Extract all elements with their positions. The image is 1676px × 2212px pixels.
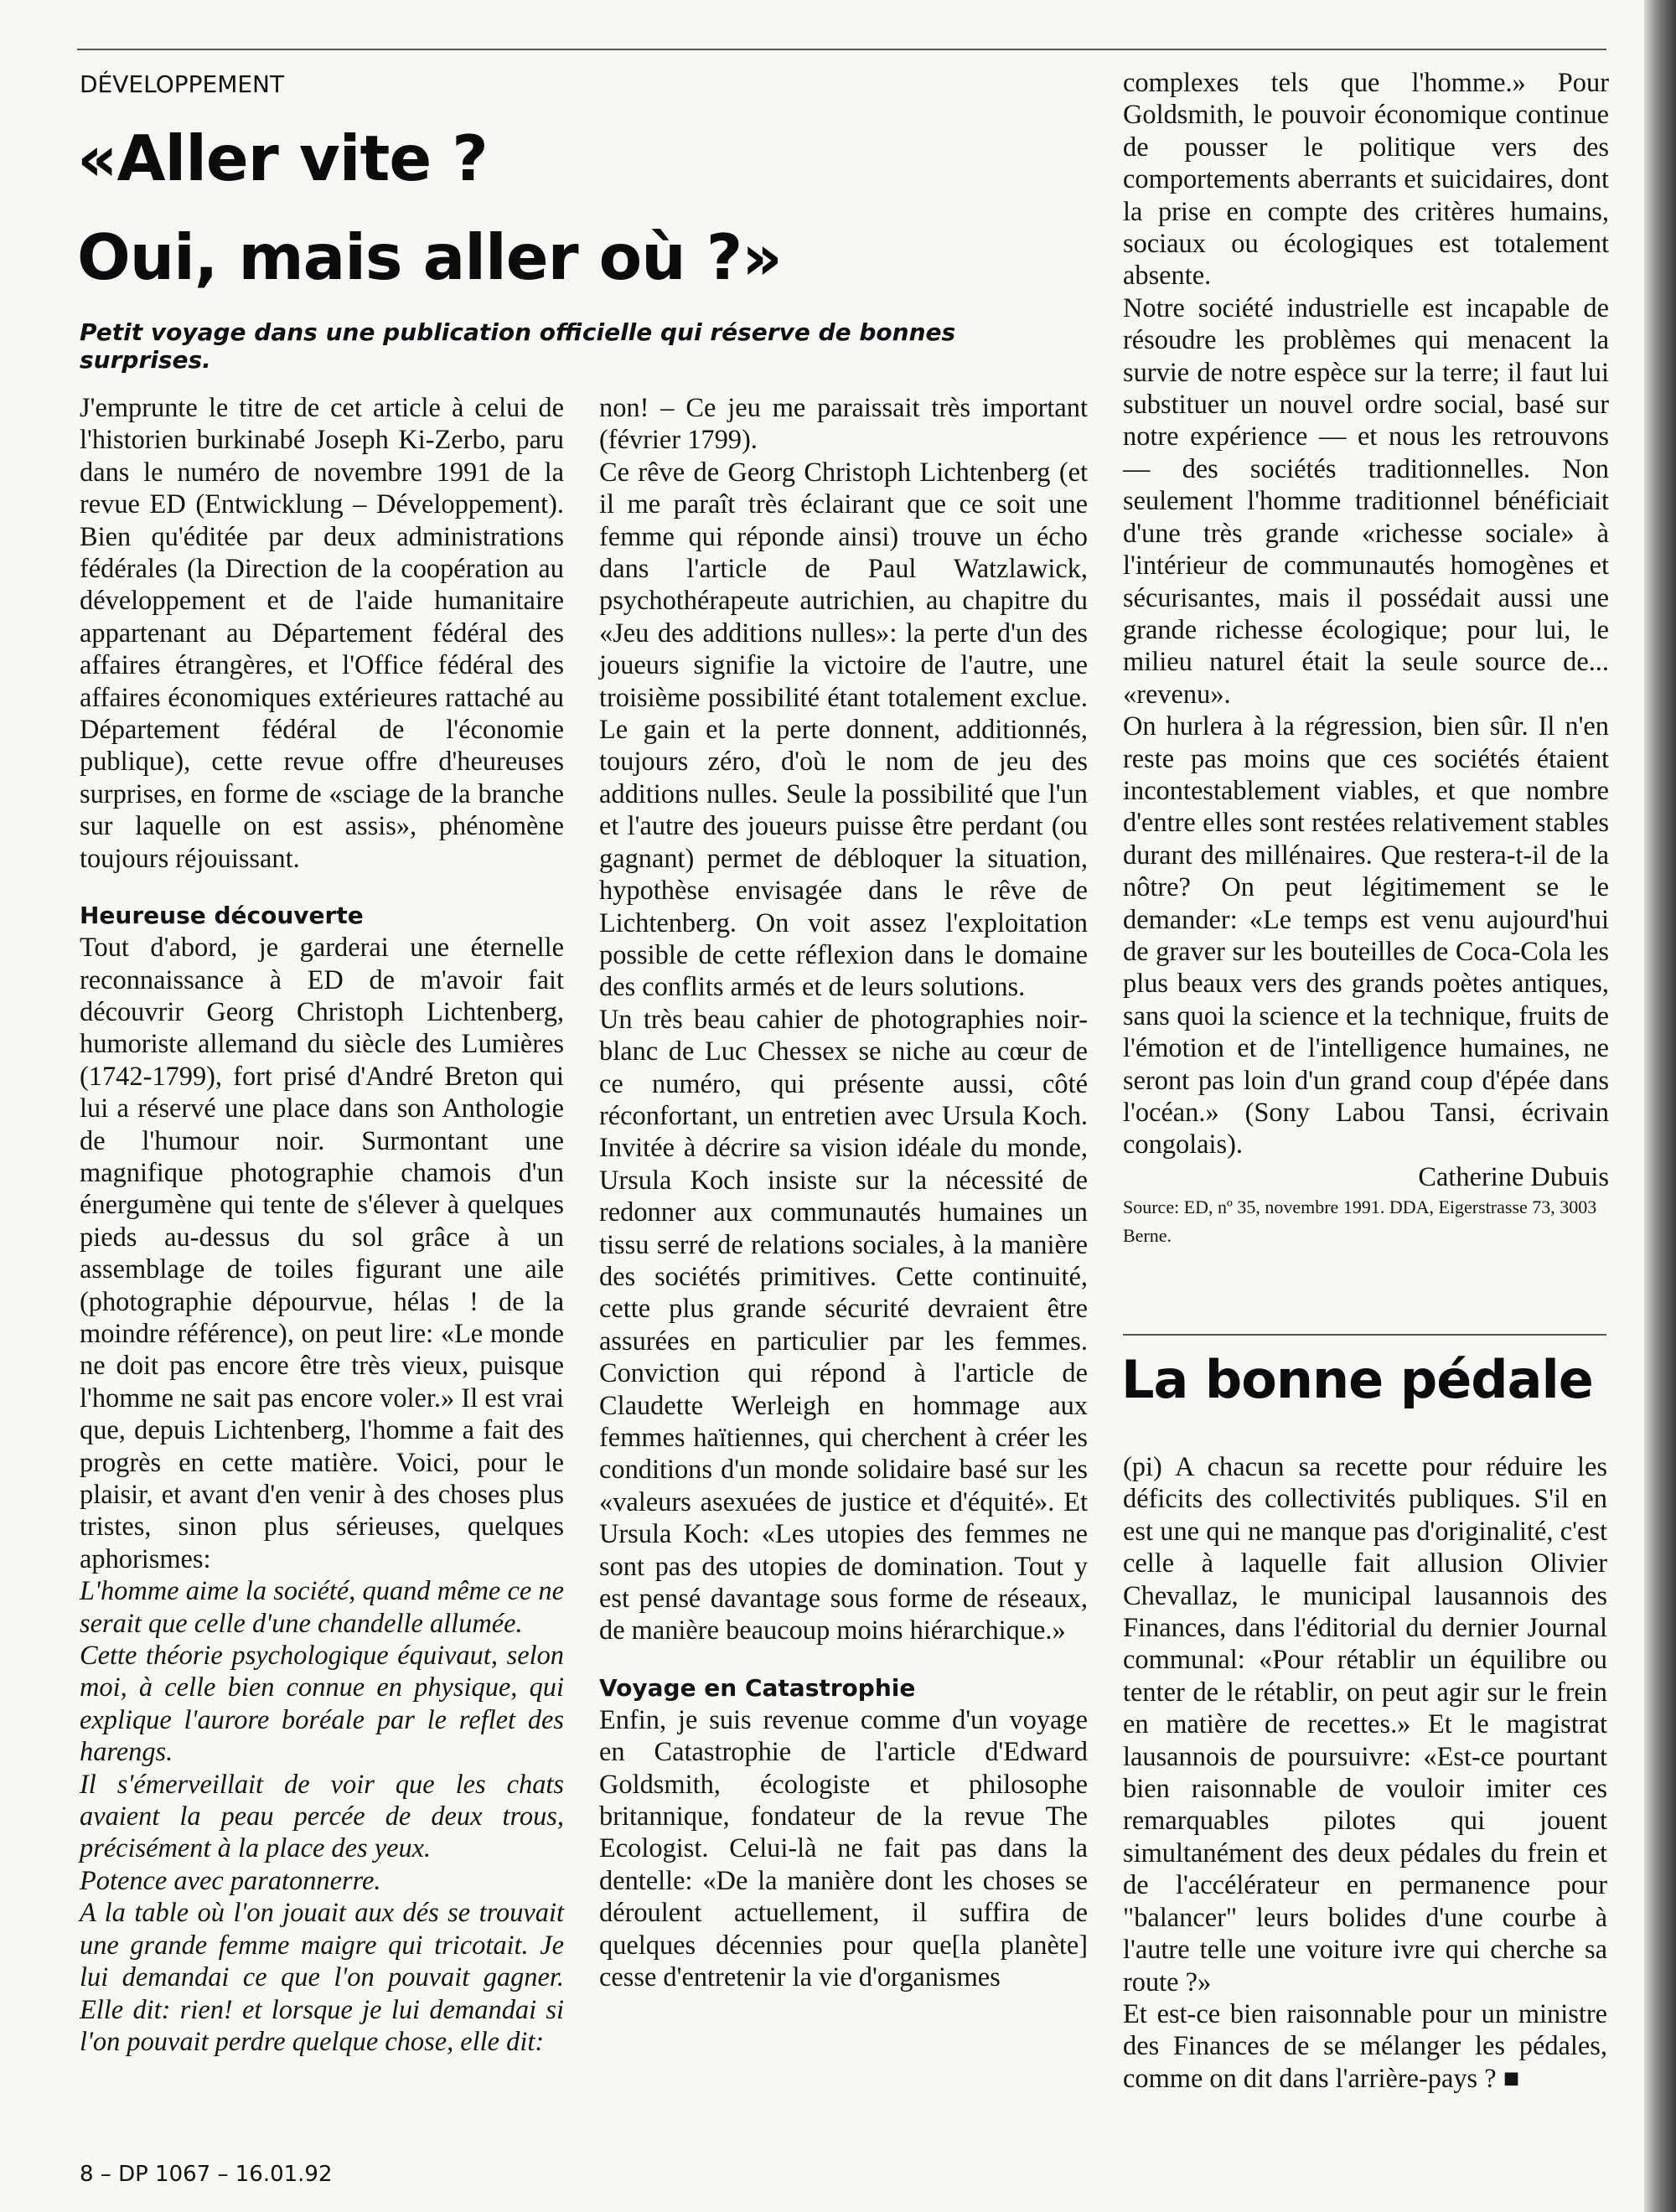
paragraph: On hurlera à la régression, bien sûr. Il n'en reste pas moins que ces sociétés étaient incontestablement viables, et que nombre d'entre elles sont restées relativement stables durant des millénaires. Que restera-t-il de la nôtre? On peut légitimement se le demander: «Le temps est venu aujourd'hui de graver sur les bouteilles de Coca-Cola les plus beaux vers des grands poètes antiques, sans quoi la science et la technique, fruits de l'émotion et de l'intelligence humaines, ne seront pas loin d'un grand coup d'épée dans l'océan.» (Sony Labou Tansi, écrivain congolais). xyxy=(1123,711,1609,1160)
section-rubric: DÉVELOPPEMENT xyxy=(80,70,285,98)
aphorism: A la table où l'on jouait aux dés se trouvait une grande femme maigre qui tricotait. Je lui demandai ce que l'on pouvait gagner. Elle dit: rien! et lorsque je lui demandai si l'on pouvait perdre quelque chose, elle dit: xyxy=(80,1898,564,2057)
aphorism: Cette théorie psychologique équivaut, selon moi, à celle bien connue en physique, qui explique l'aurore boréale par le reflet des harengs. xyxy=(80,1641,564,1768)
paragraph: Enfin, je suis revenue comme d'un voyage en Catastrophie de l'article d'Edward Goldsmith, écologiste et philosophe britannique, fondateur de la revue The Ecologist. Celui-là ne fait pas dans la dentelle: «De la manière dont les choses se déroulent actuellement, il suffira de quelques décennies pour que[la planète] cesse d'entretenir la vie d'organismes xyxy=(599,1704,1088,1993)
subheading-heureuse-decouverte: Heureuse découverte xyxy=(80,902,364,930)
headline-line-1: «Aller vite ? xyxy=(77,121,488,195)
aphorism: Il s'émerveillait de voir que les chats avaient la peau percée de deux trous, précisément à la place des yeux. xyxy=(80,1769,564,1864)
aphorism: Potence avec paratonnerre. xyxy=(80,1865,381,1896)
author-signature: Catherine Dubuis xyxy=(1418,1161,1609,1192)
article-separator-rule xyxy=(1123,1334,1606,1336)
paragraph: Tout d'abord, je garderai une éternelle reconnaissance à ED de m'avoir fait découvrir Georg Christoph Lichtenberg, humoriste allemand du siècle des Lumières (1742-1799), fort prisé d'André Breton qui lui a réservé une place dans son Anthologie de l'humour noir. Surmontant une magnifique photographie chamois d'un énergumène qui tente de s'élever à quelques pieds au-dessus du sol grâce à un assemblage de toiles figurant une aile (photographie dépourvue, hélas ! de la moindre référence), on peut lire: «Le monde ne doit pas encore être très vieux, puisque l'homme ne sait pas encore voler.» Il est vrai que, depuis Lichtenberg, l'homme a fait des progrès en cette matière. Voici, pour le plaisir, et avant d'en venir à des choses plus tristes, sinon plus sérieuses, quelques aphorismes: xyxy=(80,933,564,1574)
top-rule xyxy=(77,49,1606,50)
column-2 xyxy=(599,392,1088,1994)
column-3 xyxy=(1123,67,1609,1250)
paragraph: complexes tels que l'homme.» Pour Goldsmith, le pouvoir économique continue de pousser le politique vers des comportements aberrants et suicidaires, dont la prise en compte des critères humains, sociaux ou écologiques est totalement absente. xyxy=(1123,68,1609,292)
page-folio: 8 – DP 1067 – 16.01.92 xyxy=(80,2162,333,2187)
article-headline xyxy=(77,109,1083,307)
article2-body xyxy=(1123,1451,1607,2095)
paragraph: J'emprunte le titre de cet article à celui de l'historien burkinabé Joseph Ki-Zerbo, paru dans le numéro de novembre 1991 de la revue ED (Entwicklung – Développement). Bien qu'éditée par deux administrations fédérales (la Direction de la coopération au développement et de l'aide humanitaire appartenant au Département fédéral des affaires étrangères, et l'Office fédéral des affaires économiques extérieures rattaché au Département fédéral de l'économie publique), cette revue offre d'heureuses surprises, en forme de «sciage de la branche sur laquelle on est assis», phénomène toujours réjouissant. xyxy=(80,393,564,874)
paragraph: Un très beau cahier de photographies noir-blanc de Luc Chessex se niche au cœur de ce numéro, qui présente aussi, côté réconfortant, un entretien avec Ursula Koch. Invitée à décrire sa vision idéale du monde, Ursula Koch insiste sur la nécessité de redonner aux communautés humaines un tissu serré de relations sociales, à la manière des sociétés primitives. Cette continuité, cette plus grande sécurité devraient être assurées en particulier par les femmes. Conviction qui répond à l'article de Claudette Werleigh en hommage aux femmes haïtiennes, qui cherchent à créer les conditions d'un monde solidaire basé sur les «valeurs asexuées de justice et d'équité». Et Ursula Koch: «Les utopies des femmes ne sont pas des utopies de domination. Tout y est pensé davantage sous forme de réseaux, de manière beaucoup moins hiérarchique.» xyxy=(599,1004,1088,1646)
headline-line-2: Oui, mais aller où ?» xyxy=(77,220,782,294)
paragraph: (pi) A chacun sa recette pour réduire les déficits des collectivités publiques. S'il en est une qui ne manque pas d'originalité, c'est celle à laquelle fait allusion Olivier Chevallaz, le municipal lausannois des Finances, dans l'éditorial du dernier Journal communal: «Pour rétablir un équilibre ou tenter de le rétablir, on peut agir sur le frein en matière de recettes.» Et le magistrat lausannois de poursuivre: «Est-ce pourtant bien raisonnable de vouloir imiter ces remarquables pilotes qui jouent simultanément des deux pédales du frein et de l'accélérateur en permanence pour "balancer" leurs bolides d'une courbe à l'autre telle une voiture ivre qui cherche sa route ?» xyxy=(1123,1452,1607,1998)
paragraph: Et est-ce bien raisonnable pour un ministre des Finances de se mélanger les pédales, comme on dit dans l'arrière-pays ? ■ xyxy=(1123,1998,1607,2094)
page-edge-shadow xyxy=(1644,0,1676,2212)
paragraph: non! – Ce jeu me paraissait très important (février 1799). xyxy=(599,393,1088,456)
aphorism: L'homme aime la société, quand même ce ne serait que celle d'une chandelle allumée. xyxy=(80,1576,564,1639)
article2-headline: La bonne pédale xyxy=(1121,1349,1593,1410)
subheading-voyage-en-catastrophie: Voyage en Catastrophie xyxy=(599,1673,916,1702)
paragraph: Notre société industrielle est incapable de résoudre les problèmes qui menacent la survie de notre espèce sur la terre; il faut lui substituer un nouvel ordre social, basé sur notre expérience — et nous les retrouvons — des sociétés traditionnelles. Non seulement l'homme traditionnel bénéficiait d'une très grande «richesse sociale» à l'intérieur de communautés homogènes et sécurisantes, mais il possédait aussi une grande richesse écologique; pour lui, le milieu naturel était la seule source de... «revenu». xyxy=(1123,292,1609,710)
article-standfirst: Petit voyage dans une publication officielle qui réserve de bonnes surprises. xyxy=(80,318,956,374)
column-1 xyxy=(80,392,564,2058)
source-note: Source: ED, nº 35, novembre 1991. DDA, Eigerstrasse 73, 3003 Berne. xyxy=(1123,1196,1597,1247)
paragraph: Ce rêve de Georg Christoph Lichtenberg (et il me paraît très éclairant que ce soit une femme qui réponde ainsi) trouve un écho dans l'article de Paul Watzlawick, psychothérapeute autrichien, au chapitre du «Jeu des additions nulles»: la perte d'un des joueurs signifie la victoire de l'autre, une troisième possibilité étant totalement exclue. Le gain et la perte donnent, additionnés, toujours zéro, d'où le nom de jeu des additions nulles. Seule la possibilité que l'un et l'autre des joueurs puisse être perdant (ou gagnant) permet de débloquer la situation, hypothèse envisagée dans le rêve de Lichtenberg. On voit assez l'exploitation possible de cette réflexion dans le domaine des conflits armés et de leurs solutions. xyxy=(599,457,1088,1003)
